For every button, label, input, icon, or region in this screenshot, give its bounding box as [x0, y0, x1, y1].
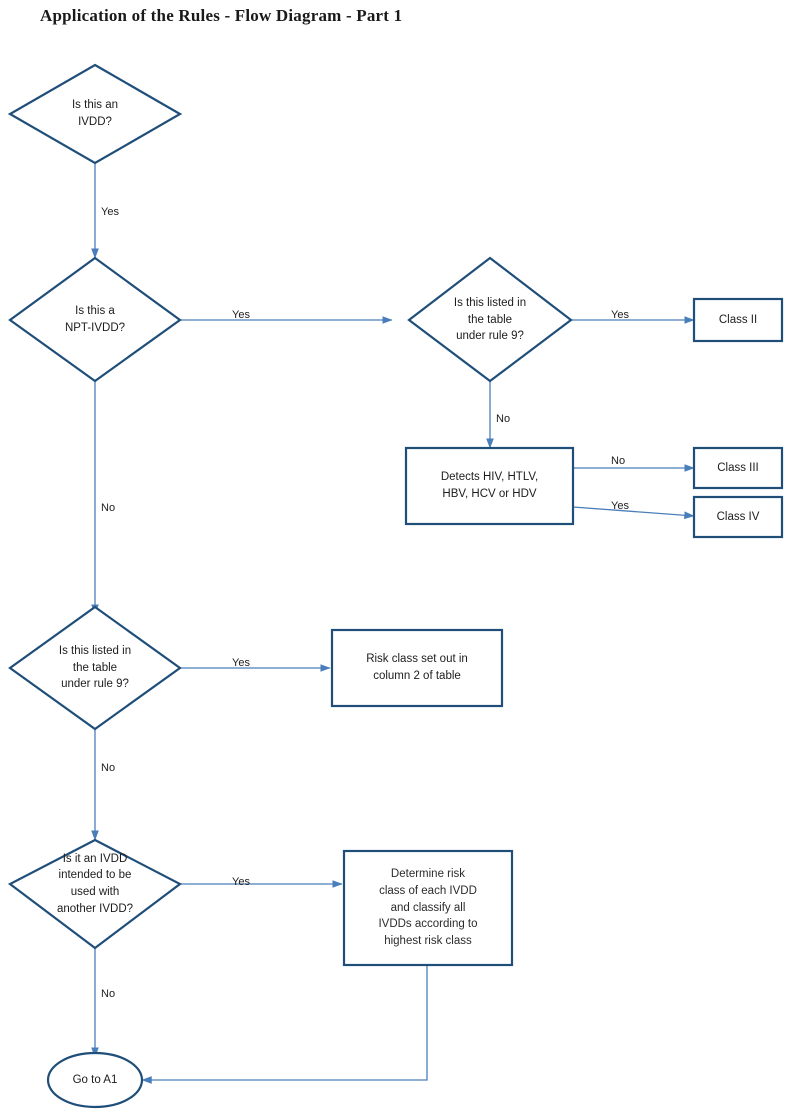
node-label-is-npt-ivdd: Is this a NPT-IVDD? [64, 305, 126, 334]
node-label-listed-rule9-mid: Is this listed in the table under rule 9? [58, 644, 132, 691]
node-class-iv [694, 497, 782, 537]
node-label-used-with-another: Is it an IVDD intended to be used with another IVDD? [56, 852, 134, 915]
node-label-is-ivdd: Is this an IVDD? [71, 99, 119, 128]
edge-label-rule9mid-no: No [101, 762, 116, 774]
edge-detects-yes [573, 507, 694, 516]
node-is-ivdd [10, 65, 180, 163]
edge-label-detects-no: No [611, 455, 626, 467]
edge-label-detects-yes: Yes [611, 500, 629, 512]
node-label-determine-risk: Determine risk class of each IVDD and classify all IVDDs according to highest risk class [378, 868, 478, 947]
node-risk-class-col2 [332, 630, 502, 706]
node-class-ii [694, 299, 782, 341]
node-detects [406, 448, 573, 524]
node-listed-rule9-top [409, 258, 571, 381]
node-label-class-ii: Class II [718, 313, 758, 326]
page-title: Application of the Rules - Flow Diagram - Part 1 [40, 6, 403, 25]
node-label-detects: Detects HIV, HTLV, HBV, HCV or HDV [440, 471, 539, 500]
edge-label-npt-no: No [101, 502, 116, 514]
node-is-npt-ivdd [10, 258, 180, 381]
node-label-class-iii: Class III [717, 461, 759, 474]
node-label-go-to-a1: Go to A1 [72, 1073, 118, 1086]
node-used-with-another [10, 840, 180, 948]
node-determine-risk [344, 851, 512, 965]
edge-determine-to-a1 [142, 965, 427, 1080]
edge-label-usedwith-no: No [101, 988, 116, 1000]
node-label-class-iv: Class IV [716, 510, 760, 523]
edge-label-usedwith-yes: Yes [232, 876, 250, 888]
node-go-to-a1 [48, 1053, 142, 1107]
node-label-listed-rule9-top: Is this listed in the table under rule 9? [453, 296, 527, 343]
edge-label-ivdd-yes: Yes [101, 206, 119, 218]
edge-label-rule9top-yes: Yes [611, 309, 629, 321]
edge-label-rule9mid-yes: Yes [232, 657, 250, 669]
node-listed-rule9-mid [10, 607, 180, 729]
node-class-iii [694, 448, 782, 488]
node-label-risk-class-col2: Risk class set out in column 2 of table [366, 653, 468, 682]
edge-label-npt-yes: Yes [232, 309, 250, 321]
edge-label-rule9top-no: No [496, 413, 511, 425]
